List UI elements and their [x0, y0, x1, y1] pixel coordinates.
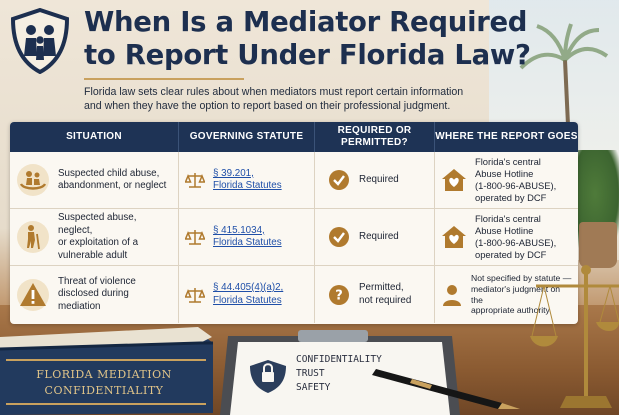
where-line: appropriate authority — [471, 305, 550, 316]
clipboard-line-1: CONFIDENTIALITY — [296, 354, 382, 365]
house-heart-icon — [441, 168, 467, 192]
header-situation: SITUATION — [10, 122, 179, 152]
where-line: mediator's judgment on the — [471, 283, 561, 305]
statute-link[interactable] — [213, 282, 283, 307]
statute-link[interactable] — [213, 225, 282, 250]
child-care-icon — [16, 163, 50, 197]
book-title-line-1: FLORIDA MEDIATION — [36, 368, 172, 381]
where-line: Abuse Hotline — [475, 224, 534, 236]
intro-paragraph — [84, 86, 554, 113]
table-row — [10, 266, 578, 323]
situation-line: or exploitation of a — [58, 237, 139, 248]
warning-icon — [16, 278, 50, 312]
status-line: Permitted, — [359, 282, 404, 293]
status-text — [359, 174, 399, 187]
statute-cell — [179, 209, 315, 265]
where-cell — [435, 152, 578, 208]
situation-text — [58, 168, 166, 193]
where-text — [475, 213, 556, 262]
statute-line[interactable]: Florida Statutes — [213, 180, 282, 191]
law-book — [0, 325, 215, 415]
question-icon — [329, 285, 349, 305]
where-line: Not specified by statute — — [471, 273, 572, 284]
statute-link[interactable] — [213, 168, 282, 193]
table-row — [10, 152, 578, 209]
status-cell — [315, 266, 435, 323]
statute-line[interactable]: § 415.1034, — [213, 224, 265, 236]
header-where-report-goes: WHERE THE REPORT GOES — [435, 131, 578, 142]
intro-line-1: Florida law sets clear rules about when mediators must report certain information — [84, 86, 464, 98]
where-line: Florida's central — [475, 212, 541, 224]
where-line: Abuse Hotline — [475, 167, 534, 179]
clipboard-line-3: SAFETY — [296, 382, 331, 393]
situation-cell — [10, 266, 179, 323]
statute-scales-icon — [185, 228, 205, 246]
check-icon — [329, 227, 349, 247]
scales-of-justice-icon — [530, 262, 619, 415]
where-text — [475, 156, 556, 205]
status-text — [359, 282, 411, 307]
house-heart-icon — [441, 225, 467, 249]
table-row — [10, 209, 578, 266]
status-line: Required — [359, 230, 399, 242]
title-divider — [84, 78, 244, 80]
clipboard-line-2: TRUST — [296, 368, 325, 379]
pen-icon — [372, 365, 522, 410]
statute-cell — [179, 152, 315, 208]
statute-line[interactable]: § 39.201, — [213, 167, 254, 179]
check-icon — [329, 170, 349, 190]
svg-text:?: ? — [335, 288, 343, 303]
person-icon — [441, 283, 463, 307]
header-governing-statute: GOVERNING STATUTE — [179, 122, 315, 152]
family-shield-icon — [10, 8, 70, 74]
situation-line: Threat of violence — [58, 275, 136, 287]
table-header — [10, 122, 578, 152]
situation-cell — [10, 152, 179, 208]
where-line: operated by DCF — [475, 192, 547, 204]
statute-cell — [179, 266, 315, 323]
statute-line[interactable]: Florida Statutes — [213, 237, 282, 248]
elderly-person-icon — [16, 220, 50, 254]
situation-cell — [10, 209, 179, 265]
situation-text — [58, 276, 172, 314]
situation-line: vulnerable adult — [58, 249, 128, 261]
statute-line[interactable]: Florida Statutes — [213, 294, 282, 306]
situation-line: abandonment, or neglect — [58, 180, 167, 191]
title-line-2: to Report Under Florida Law? — [84, 39, 531, 71]
situation-line: Suspected abuse, neglect, — [58, 212, 137, 236]
situation-line: disclosed during mediation — [58, 288, 129, 312]
statute-scales-icon — [185, 171, 205, 189]
status-line: not required — [359, 294, 412, 306]
page-title — [84, 6, 554, 72]
header-required-or-permitted: REQUIRED OR PERMITTED? — [315, 122, 435, 152]
intro-line-2: and when they have the option to report based on their professional judgment. — [84, 99, 451, 112]
where-line: (1-800-96-ABUSE), — [475, 237, 557, 248]
situation-text — [58, 212, 172, 262]
where-line: (1-800-96-ABUSE), — [475, 180, 557, 191]
book-title-line-2: CONFIDENTIALITY — [44, 384, 164, 397]
statute-scales-icon — [185, 286, 205, 304]
title-line-1: When Is a Mediator Required — [84, 6, 528, 38]
where-cell — [435, 209, 578, 265]
status-cell — [315, 152, 435, 208]
situation-line: Suspected child abuse, — [58, 167, 160, 179]
status-line: Required — [359, 173, 399, 185]
status-text — [359, 231, 399, 244]
reporting-table — [10, 122, 578, 324]
status-cell — [315, 209, 435, 265]
where-line: Florida's central — [475, 155, 541, 167]
statute-line[interactable]: § 44.405(4)(a)2, — [213, 282, 284, 293]
where-line: operated by DCF — [475, 249, 547, 261]
